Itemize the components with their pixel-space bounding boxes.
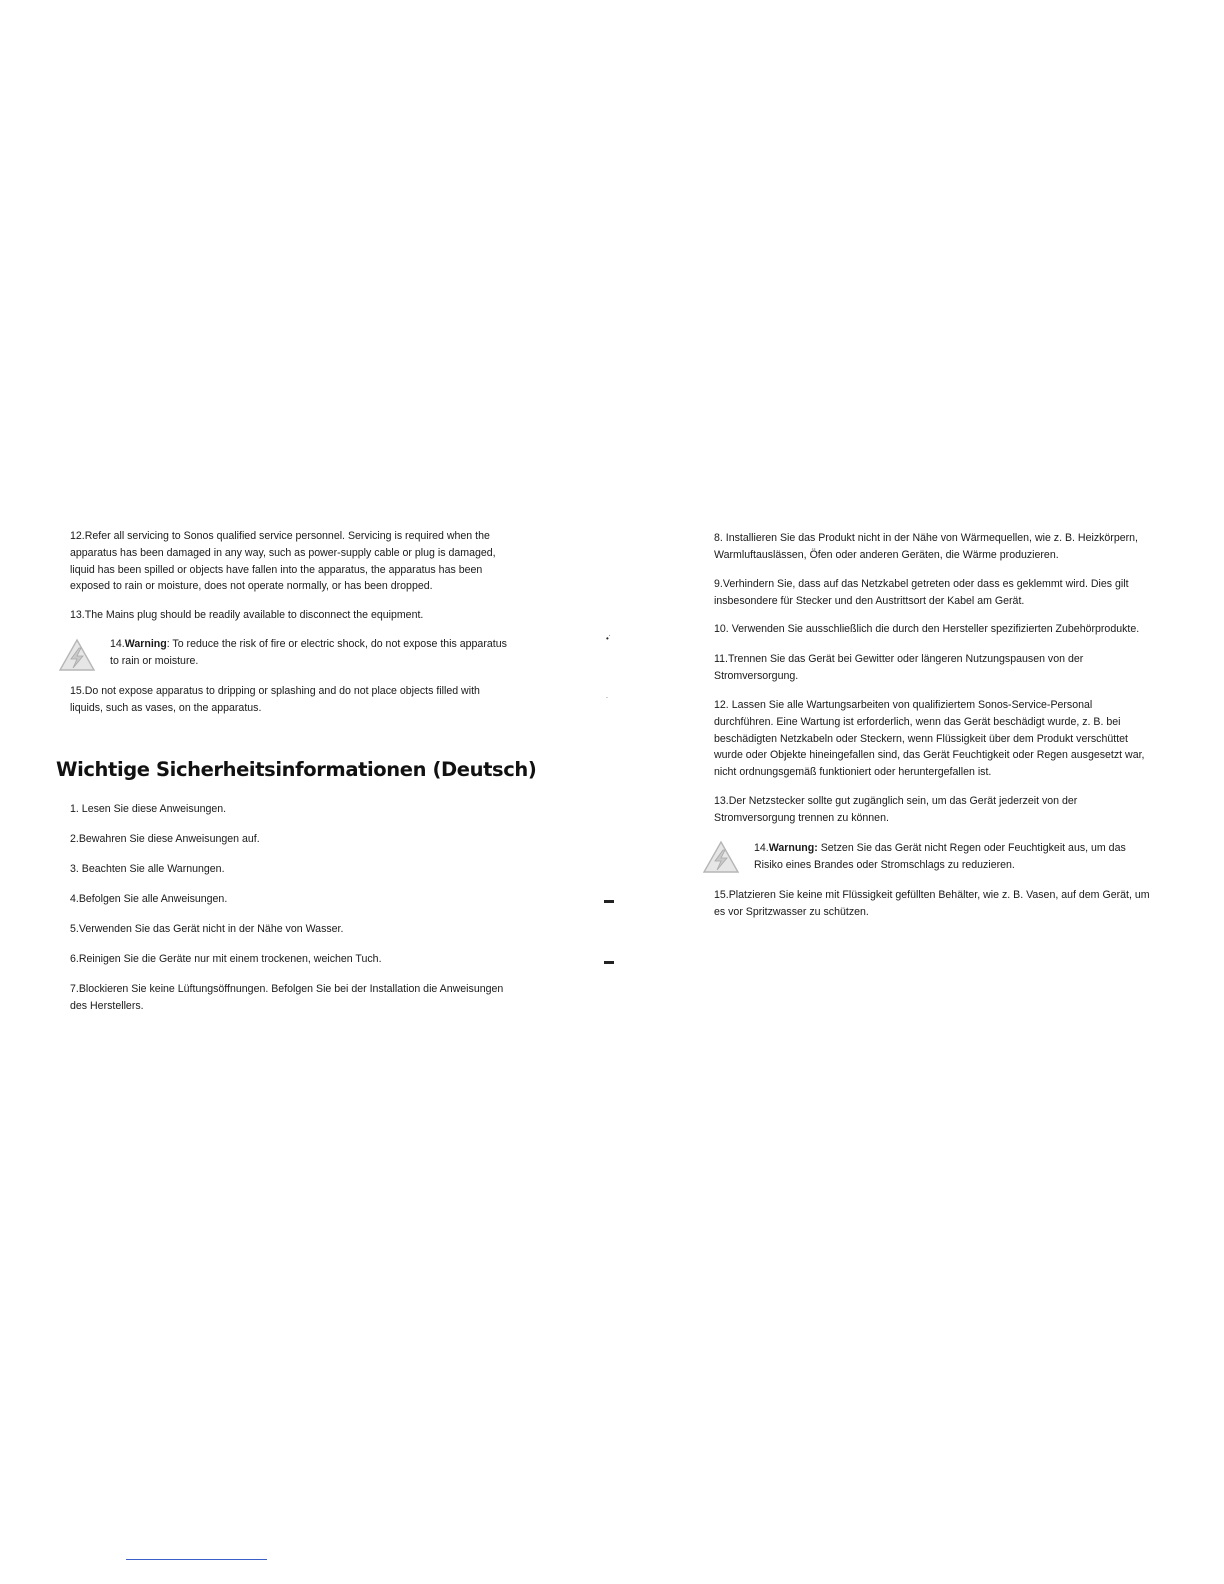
list-item	[70, 801, 510, 818]
item-text: Verwenden Sie das Gerät nicht in der Nähe von Wasser.	[78, 923, 344, 935]
footer-rule	[126, 1559, 267, 1560]
list-item	[70, 891, 510, 908]
item-text: Trennen Sie das Gerät bei Gewitter oder längeren Nutzungspausen von der Stromversorgung.	[714, 653, 1084, 682]
scan-mark: ▬	[604, 956, 614, 967]
item-text: Installieren Sie das Produkt nicht in der Nähe von Wärmequellen, wie z. B. Heizkörpern, Warmluftauslässen, Öfen oder anderen Geräten, die Wärme produzieren.	[714, 532, 1138, 561]
list-item	[70, 607, 510, 624]
item-text: Do not expose apparatus to dripping or splashing and do not place objects filled with liquids, such as vases, on the apparatus.	[70, 685, 480, 714]
list-item	[70, 921, 510, 938]
item-text: The Mains plug should be readily available to disconnect the equipment.	[84, 609, 424, 621]
list-item	[70, 831, 510, 848]
scan-mark: ▬	[604, 895, 614, 906]
item-number: 4.	[70, 893, 79, 905]
item-text: Reinigen Sie die Geräte nur mit einem trockenen, weichen Tuch.	[78, 953, 382, 965]
warning-label: Warnung:	[768, 842, 818, 854]
item-text: : To reduce the risk of fire or electric shock, do not expose this apparatus to rain or moisture.	[110, 638, 507, 667]
item-text: Setzen Sie das Gerät nicht Regen oder Feuchtigkeit aus, um das Risiko eines Brandes oder Stromschlags zu reduzieren.	[754, 842, 1126, 871]
item-text: Platzieren Sie keine mit Flüssigkeit gefüllten Behälter, wie z. B. Vasen, auf dem Gerät, um es vor Spritzwasser zu schützen.	[714, 889, 1150, 918]
item-text: Blockieren Sie keine Lüftungsöffnungen. Befolgen Sie bei der Installation die Anweisungen des Herstellers.	[70, 983, 504, 1012]
list-item	[714, 651, 1094, 685]
item-text: Der Netzstecker sollte gut zugänglich sein, um das Gerät jederzeit von der Stromversorgung trennen zu können.	[714, 795, 1078, 824]
electric-shock-warning-icon	[702, 840, 740, 874]
list-item	[70, 981, 510, 1015]
item-number: 15.	[70, 685, 85, 697]
item-number: 14.	[754, 842, 769, 854]
item-text: Lesen Sie diese Anweisungen.	[81, 803, 227, 815]
item-number: 2.	[70, 833, 79, 845]
item-number: 7.	[70, 983, 79, 995]
item-text: Befolgen Sie alle Anweisungen.	[78, 893, 228, 905]
list-item	[70, 528, 510, 595]
item-number: 13.	[70, 609, 85, 621]
item-text: Verwenden Sie ausschließlich die durch den Hersteller spezifizierten Zubehörprodukte.	[731, 623, 1140, 635]
item-text: Refer all servicing to Sonos qualified service personnel. Servicing is required when the apparatus has been damaged in any way, such as power-supply cable or plug is damaged, liquid has been spilled or objects have fallen into the apparatus, the apparatus has been exposed to rain or moisture, does not operate normally, or has been dropped.	[70, 530, 496, 593]
item-number: 12.	[714, 699, 729, 711]
item-number: 3.	[70, 863, 79, 875]
list-item	[714, 793, 1094, 827]
item-number: 12.	[70, 530, 85, 542]
item-number: 5.	[70, 923, 79, 935]
item-number: 13.	[714, 795, 729, 807]
item-number: 10.	[714, 623, 729, 635]
item-number: 9.	[714, 578, 723, 590]
list-item	[754, 840, 1154, 874]
section-heading: Wichtige Sicherheitsinformationen (Deutsch)	[56, 758, 537, 781]
list-item	[714, 887, 1154, 921]
item-text: Verhindern Sie, dass auf das Netzkabel getreten oder dass es geklemmt wird. Dies gilt insbesondere für Stecker und den Austrittsort der Kabel am Gerät.	[714, 578, 1129, 607]
item-number: 15.	[714, 889, 729, 901]
scan-mark: •˙	[606, 634, 612, 643]
item-number: 1.	[70, 803, 79, 815]
item-number: 6.	[70, 953, 79, 965]
list-item	[714, 576, 1144, 610]
warning-label: Warning	[124, 638, 167, 650]
item-number: 8.	[714, 532, 723, 544]
list-item	[714, 530, 1144, 564]
item-number: 14.	[110, 638, 125, 650]
list-item	[70, 683, 490, 717]
item-text: Lassen Sie alle Wartungsarbeiten von qualifiziertem Sonos-Service-Personal durchführen. Eine Wartung ist erforderlich, wenn das Gerät beschädigt wurde, z. B. bei beschädigten Netzkabeln oder Steckern, wenn Flüssigkeit über dem Produkt verschüttet wurde oder Objekte hineingefallen sind, das Gerät Feuchtigkeit oder Regen ausgesetzt war, nicht ordnungsgemäß funktioniert oder heruntergefallen ist.	[714, 699, 1145, 779]
electric-shock-warning-icon	[58, 638, 96, 672]
list-item	[714, 621, 1154, 638]
list-item	[70, 861, 510, 878]
item-text: Bewahren Sie diese Anweisungen auf.	[78, 833, 260, 845]
list-item	[110, 636, 510, 670]
list-item	[70, 951, 510, 968]
scan-mark: ˙	[606, 696, 609, 705]
list-item	[714, 697, 1154, 781]
item-number: 11.	[714, 653, 728, 665]
item-text: Beachten Sie alle Warnungen.	[81, 863, 225, 875]
